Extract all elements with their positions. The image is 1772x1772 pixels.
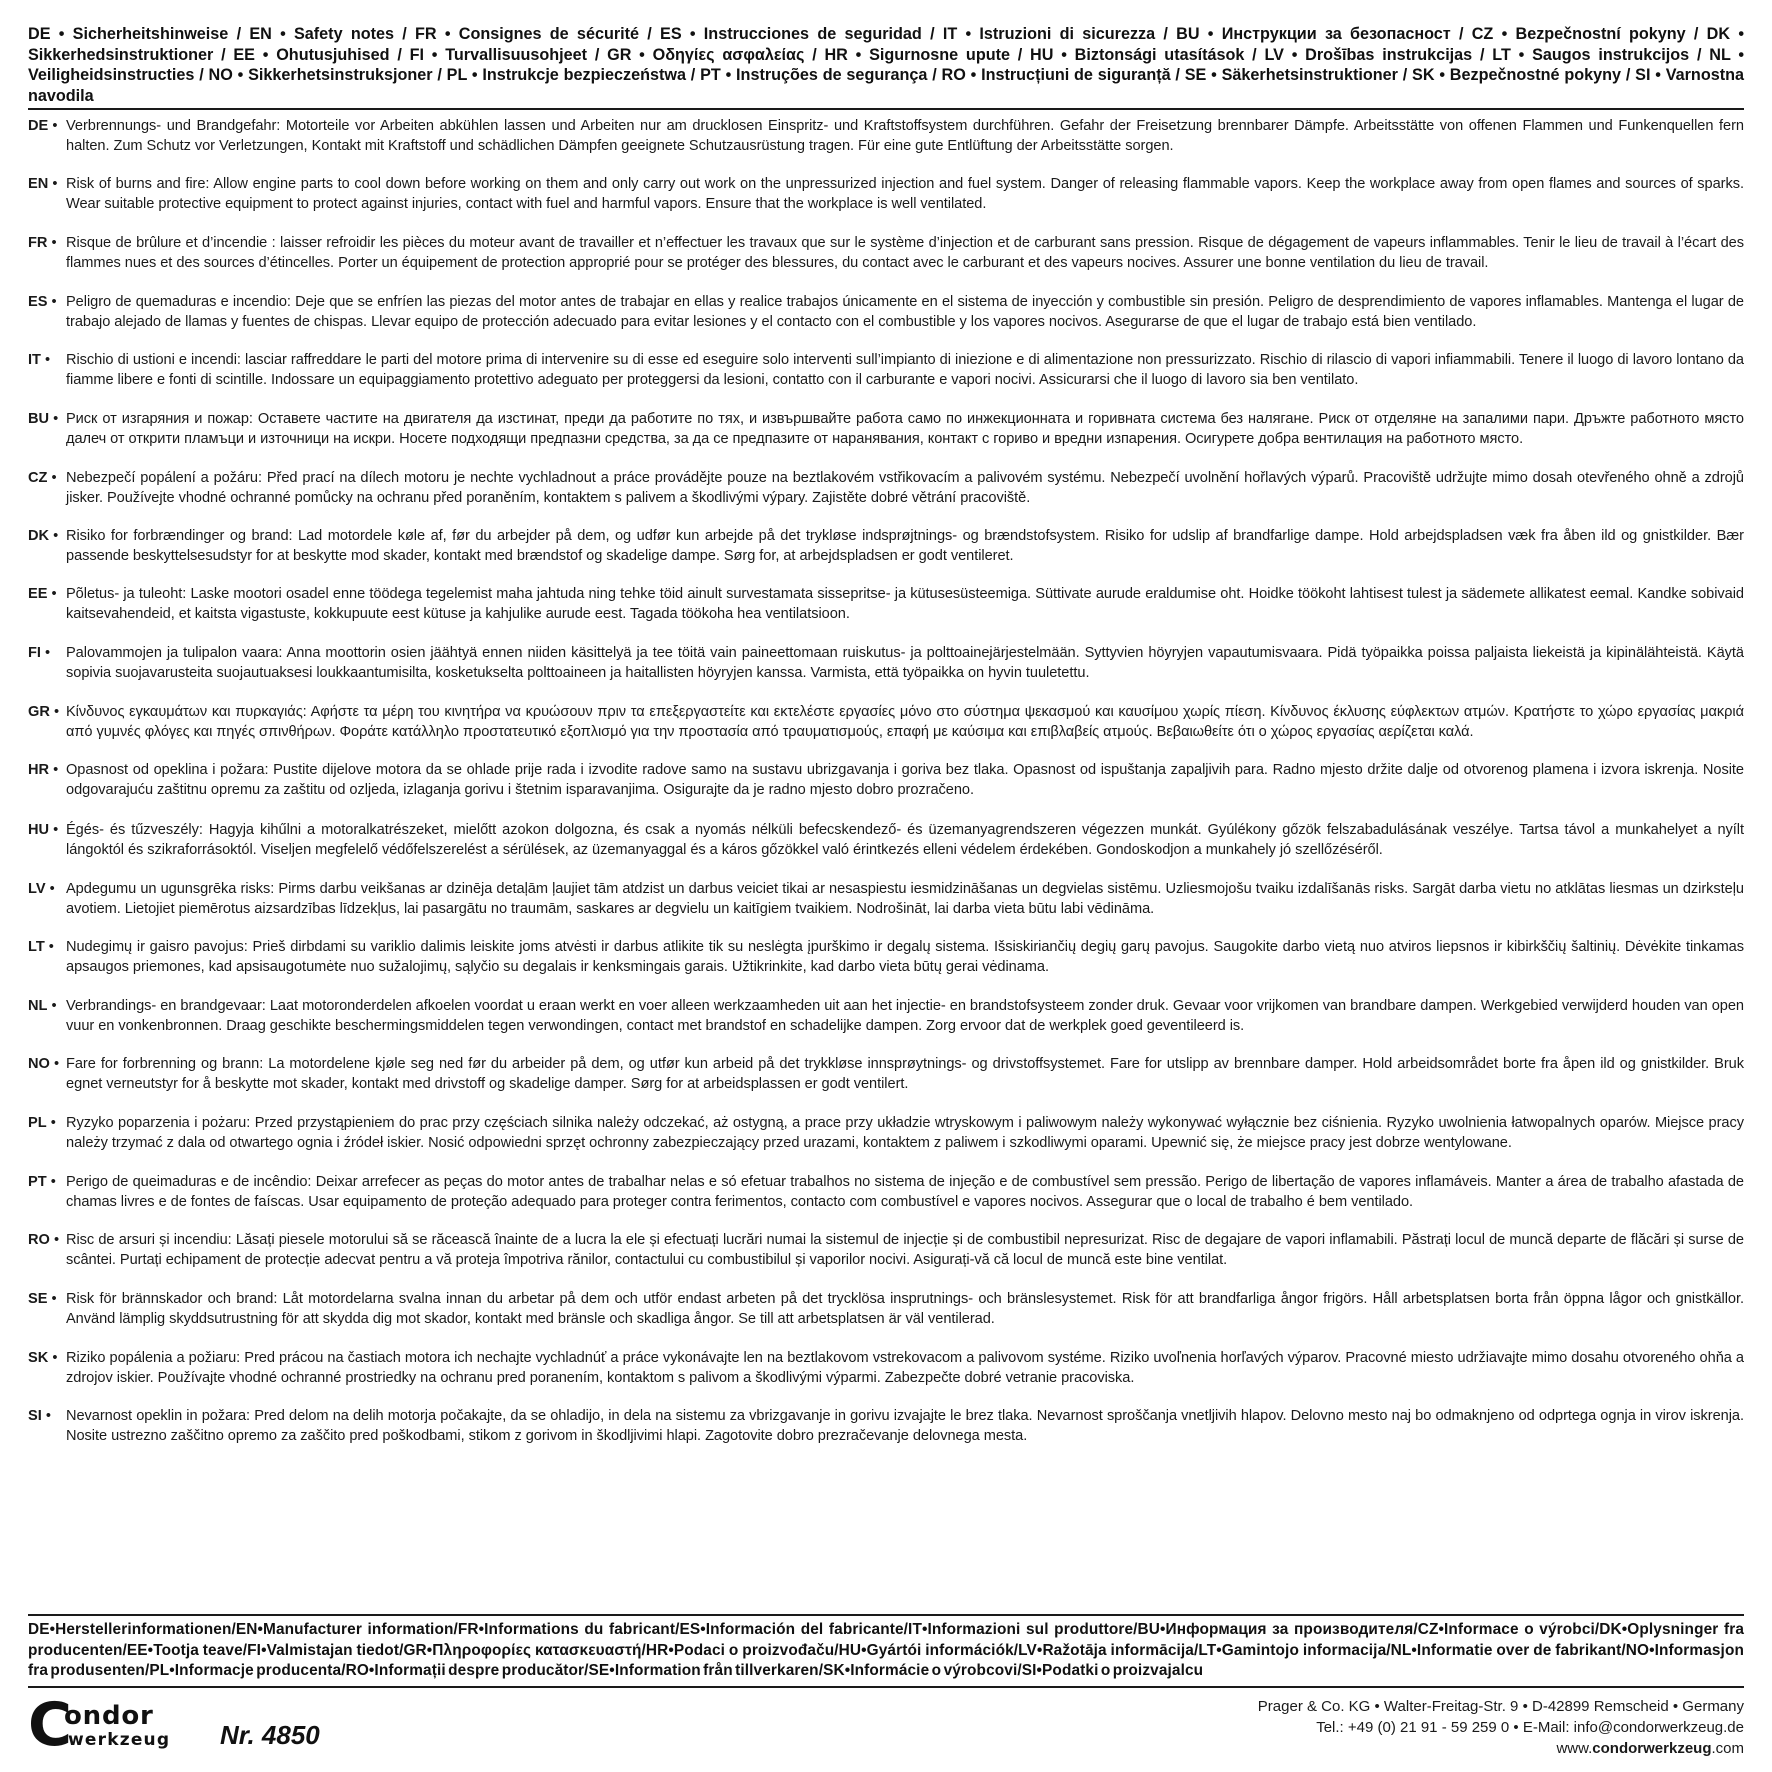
bullet: • [49,762,59,778]
safety-entry-text: Palovammojen ja tulipalon vaara: Anna moottorin osien jäähtyä ennen niiden käsittelyä ja tee töitä vain paineettomaan ruiskutus- ja polttoainejärjestelmään. Syttyvien höyryjen vapautumisvaara. Pidä työpaikka poissa paljaista liekeistä ja kipinälähteistä. Käytä sopivia suojavarusteita suojautuaksesi loukkaantumisilta, kosketukselta polttoaineen ja haitallisten höyryjen kanssa. Varmista, että työpaikka on hyvin tuuletettu. [66,645,1744,682]
bullet: • [47,998,57,1014]
article-number: Nr. 4850 [220,1719,320,1750]
bullet: • [48,176,58,192]
bullet: • [47,294,57,310]
language-code-label: DK [28,528,50,544]
safety-entry-text: Risiko for forbrændinger og brand: Lad motordele køle af, før du arbejder på dem, og udfør kun arbejde på det trykløse indsprøjtnings- og brændstofsystem. Risiko for udslip af brandfarlige dampe. Hold arbejdspladsen væk fra åben ild og gnistkilder. Bær passende beskyttelsesudstyr for at beskytte mod skader, kontakt med brændstof og skadelige dampe. Sørg for, at arbejdspladsen er godt ventileret. [66,528,1744,565]
safety-entry-en [28,174,1744,214]
safety-entry-dk [28,526,1744,566]
language-code-label: RO [28,1232,50,1248]
language-code [28,584,66,604]
safety-entry-text: Verbrennungs- und Brandgefahr: Motorteile vor Arbeiten abkühlen lassen und Arbeiten nur am drucklosen Einspritz- und Kraftstoffsystem durchführen. Gefahr der Freisetzung brennbarer Dämpfe. Arbeitsstätte von offenen Flammen und Funkenquellen fern halten. Zum Schutz vor Verletzungen, Kontakt mit Kraftstoff und schädlichen Dämpfen geeignete Schutzausrüstung tragen. Für eine gute Entlüftung der Arbeitsstätte sorgen. [66,118,1744,155]
language-code-label: ES [28,294,48,310]
language-code [28,1406,66,1426]
language-code [28,1113,66,1133]
safety-entry-cz [28,468,1744,508]
bullet: • [48,118,58,134]
safety-entry-text: Rischio di ustioni e incendi: lasciar raffreddare le parti del motore prima di intervenire su di esse ed eseguire solo interventi sull’impianto di iniezione e di alimentazione non pressurizzato. Rischio di rilascio di vapori infiammabili. Tenere il luogo di lavoro lontano da fiamme libere e fonti di scintille. Indossare un equipaggiamento protettivo adeguato per proteggersi da lesioni, contatto con il carburante e vapori nocivi. Assicurarsi che il luogo di lavoro sia ben ventilato. [66,352,1744,389]
language-code-label: BU [28,411,50,427]
safety-entry-text: Risque de brûlure et d’incendie : laisser refroidir les pièces du moteur avant de travailler et n’effectuer les travaux que sur le système d’injection et de carburant sans pression. Risque de dégagement de vapeurs inflammables. Tenir le lieu de travail à l’écart des flammes nues et des sources d’étincelles. Porter un équipement de protection approprié pour se protéger des blessures, du contact avec le carburant et des vapeurs nocives. Assurer une bonne ventilation du lieu de travail. [66,235,1744,272]
language-code-label: SI [28,1408,42,1424]
safety-entry-text: Ryzyko poparzenia i pożaru: Przed przystąpieniem do prac przy częściach silnika należy odczekać, aż ostygną, a prace przy układzie wtryskowym i paliwowym należy wykonywać wyłącznie bez ciśnienia. Ryzyko uwolnienia łatwopalnych oparów. Miejsce pracy należy trzymać z dala od otwartego ognia i źródeł iskier. Nosić odpowiedni sprzęt ochronny zabezpieczający przed urazami, kontaktem z paliwem i szkodliwymi oparami. Upewnić się, że miejsce pracy jest dobrze wentylowane. [66,1115,1744,1152]
safety-entry-text: Põletus- ja tuleoht: Laske mootori osadel enne töödega tegelemist maha jahtuda ning tehke töid ainult survestamata sissepritse- ja kütusesüsteemiga. Süttivate aurude eraldumise oht. Hoidke töökoht lahtisest tulest ja sädemete allikatest eemal. Kandke sobivaid kaitsevahendeid, et kaitsta vigastuste, kokkupuute eest kütuse ja kahjulike aurude eest. Tagada töökoha hea ventilatsioon. [66,586,1744,623]
language-code-label: EE [28,586,48,602]
language-code-label: PT [28,1174,47,1190]
safety-entry-text: Riziko popálenia a požiaru: Pred prácou na častiach motora ich nechajte vychladnúť a práce vykonávajte len na beztlakovom vstrekovacom a palivovom systéme. Riziko uvoľnenia horľavých výparov. Pracovné miesto udržiavajte mimo dosahu otvoreného ohňa a zdrojov iskier. Používajte vhodné ochranné prostriedky na ochranu pred poranením, kontaktom s palivom a škodlivými výparmi. Zabezpečte dobré vetranie pracoviska. [66,1350,1744,1387]
safety-entry-de [28,116,1744,156]
safety-entry-text: Perigo de queimaduras e de incêndio: Deixar arrefecer as peças do motor antes de trabalhar nelas e só efetuar trabalhos no sistema de injeção e de combustível sem pressão. Perigo de libertação de vapores inflamáveis. Manter a área de trabalho afastada de chamas livres e de fontes de faíscas. Usar equipamento de proteção adequado para proteger contra ferimentos, contacto com combustível e vapores nocivos. Assegurar que o local de trabalho é bem ventilado. [66,1174,1744,1211]
safety-entry-gr [28,702,1744,742]
bullet: • [45,881,55,897]
website-link[interactable] [1258,1738,1744,1759]
bullet: • [40,645,51,661]
language-code [28,233,66,253]
language-code-label: HU [28,822,50,838]
language-code-label: FR [28,235,48,251]
safety-entry-pl [28,1113,1744,1153]
manufacturer-divider-bottom [28,1686,1744,1688]
bullet: • [48,1350,58,1366]
safety-entry-fi [28,643,1744,683]
language-code [28,879,66,899]
safety-entry-text: Fare for forbrenning og brann: La motordelene kjøle seg ned før du arbeider på dem, og utfør kun arbeid på det trykkløse innsprøytnings- og drivstoffsystemet. Fare for utslipp av brennbare damper. Hold arbeidsområdet borte fra åpen ild og gnistkilder. Bruk egnet verneutstyr for å beskytte mot skader, kontakt med drivstoff og skadelige damper. Sørg for at arbeidsplassen er godt ventilert. [66,1056,1744,1093]
language-code [28,409,66,429]
language-code-label: NL [28,998,48,1014]
safety-entries-list [28,116,1744,1610]
bullet: • [49,528,59,544]
contact-line: Tel.: +49 (0) 21 91 - 59 259 0 • E-Mail: info@condorwerkzeug.de [1316,1718,1744,1736]
language-code-label: NO [28,1056,50,1072]
language-code [28,468,66,488]
safety-entry-text: Verbrandings- en brandgevaar: Laat motoronderdelen afkoelen voordat u eraan werkt en voer alleen werkzaamheden uit aan het injectie- en brandstofsysteem zonder druk. Gevaar voor vrijkomen van brandbare dampen. Werkgebied verwijderd houden van open vuur en vonkenbronnen. Draag geschikte beschermingsmiddelen tegen verwondingen, contact met brandstof en schadelijke dampen. Zorg ervoor dat de werkplek goed geventileerd is. [66,998,1744,1035]
language-code [28,526,66,546]
safety-entry-lt [28,937,1744,977]
safety-entry-text: Nudegimų ir gaisro pavojus: Prieš dirbdami su variklio dalimis leiskite joms atvėsti ir darbus atlikite tik su neslėgta įpurškimo ir degalų sistema. Išsiskiriančių degių garų pavojus. Saugokite darbo vietą nuo atviros liepsnos ir kibirkščių šaltinių. Dėvėkite tinkamas apsaugos priemones, kad apsisaugotumėte nuo sužalojimų, sąlyčio su degalais ir kenksmingais garais. Užtikrinkite, kad darbo vieta būtų gerai vėdinama. [66,939,1744,976]
safety-entry-text: Risc de arsuri și incendiu: Lăsați piesele motorului să se răcească înainte de a lucra la ele și efectuați lucrări numai la sistemul de injecție și de combustibil nepresurizat. Risc de degajare de vapori inflamabili. Păstrați locul de muncă departe de flăcări și surse de scântei. Purtați echipament de protecție adecvat pentru a vă proteja împotriva rănilor, contactului cu combustibilul și vaporilor nocivi. Asigurați-vă că locul de muncă este bine ventilat. [66,1232,1744,1269]
language-code [28,996,66,1016]
bullet: • [49,822,59,838]
safety-entry-text: Peligro de quemaduras e incendio: Deje que se enfríen las piezas del motor antes de trabajar en ellas y realice trabajos únicamente en el sistema de inyección y combustible sin presión. Peligro de desprendimiento de vapores inflamables. Mantenga el lugar de trabajo alejado de llamas y fuentes de chispas. Llevar equipo de protección adecuado para evitar lesiones y el contacto con el combustible y los vapores nocivos. Asegurarse de que el lugar de trabajo está bien ventilado. [66,294,1744,331]
safety-entry-hr [28,760,1744,800]
language-code-label: LT [28,939,45,955]
safety-entry-text: Nebezpečí popálení a požáru: Před prací na dílech motoru je nechte vychladnout a práce provádějte pouze na beztlakovém vstřikovacím a palivovém systému. Nebezpečí uvolnění hořlavých výparů. Pracoviště udržujte mimo dosah otevřeného ohně a zdrojů jisker. Používejte vhodné ochranné pomůcky na ochranu před poraněním, kontaktem s palivem a škodlivými výpary. Zajistěte dobré větrání pracoviště. [66,470,1744,507]
footer [28,1689,1744,1768]
safety-entry-lv [28,879,1744,919]
safety-entry-ro [28,1230,1744,1270]
safety-entry-pt [28,1172,1744,1212]
language-code [28,1289,66,1309]
website-prefix: www. [1556,1739,1593,1757]
language-code [28,174,66,194]
bullet: • [49,411,59,427]
language-code-label: PL [28,1115,47,1131]
bullet: • [47,235,57,251]
safety-entry-hu [28,820,1744,860]
condor-logo [28,1689,208,1760]
language-code-label: EN [28,176,49,192]
language-code-label: IT [28,352,41,368]
language-code [28,937,66,957]
safety-entry-ee [28,584,1744,624]
safety-entry-se [28,1289,1744,1329]
bullet: • [47,470,57,486]
language-code-label: LV [28,881,46,897]
language-code [28,1230,66,1250]
bullet: • [41,1408,51,1424]
safety-entry-si [28,1406,1744,1446]
language-code-label: DE [28,118,49,134]
safety-entry-text: Apdegumu un ugunsgrēka risks: Pirms darbu veikšanas ar dzinēja detaļām ļaujiet tām atdzist un darbus veiciet tikai ar nesaspiestu iesmidzināšanas un degvielas sistēmu. Uzliesmojošu tvaiku izdalīšanās risks. Sargāt darba vietu no atklātas liesmas un dzirksteļu avotiem. Lietojiet piemērotus aizsardzības līdzekļus, lai pasargātu no traumām, saskares ar degvielu un kaitīgiem tvaikiem. Nodrošināt, lai darba vieta būtu labi vēdināma. [66,881,1744,918]
bullet: • [47,586,57,602]
bullet: • [49,704,60,720]
language-code [28,350,66,370]
safety-entry-text: Risk för brännskador och brand: Låt motordelarna svalna innan du arbetar på dem och utför endast arbeten på det trycklösa insprutnings- och bränslesystemet. Risk för att brandfarliga ångor frigörs. Håll arbetsplatsen borta från öppna lågor och gnistkällor. Använd lämplig skyddsutrustning för att skydda dig mot skador, kontakt med bränsle och skadliga ångor. Se till att arbetsplatsen är väl ventilerad. [66,1291,1744,1328]
bullet: • [49,1232,60,1248]
bullet: • [46,1174,56,1190]
language-code [28,760,66,780]
language-code [28,1348,66,1368]
website-suffix: .com [1711,1739,1744,1757]
language-code [28,292,66,312]
safety-entry-text: Opasnost od opeklina i požara: Pustite dijelove motora da se ohlade prije rada i izvodite radove samo na sustavu ubrizgavanja i goriva bez tlaka. Opasnost od ispuštanja zapaljivih para. Radno mjesto držite dalje od otvorenog plamena i izvora iskrenja. Nosite odgovarajuću zaštitnu opremu za zaštitu od ozljeda, izlaganja gorivu i štetnim isparavanjima. Osigurajte da je radno mjesto dobro prozračeno. [66,762,1744,799]
bullet: • [40,352,51,368]
manufacturer-address [1258,1696,1744,1759]
safety-entry-sk [28,1348,1744,1388]
safety-entry-text: Risk of burns and fire: Allow engine parts to cool down before working on them and only carry out work on the unpressurized injection and fuel system. Danger of releasing flammable vapors. Keep the workplace away from open flames and sources of sparks. Wear suitable protective equipment to protect against injuries, contact with fuel and harmful vapors. Ensure that the workplace is well ventilated. [66,176,1744,213]
language-code-label: SE [28,1291,48,1307]
safety-entry-it [28,350,1744,390]
logo-subline: werkzeug [68,1729,171,1750]
language-code [28,116,66,136]
bullet: • [47,1291,57,1307]
safety-entry-fr [28,233,1744,273]
bullet: • [49,1056,60,1072]
language-code [28,1172,66,1192]
safety-entry-no [28,1054,1744,1094]
language-code-label: FI [28,645,41,661]
website-domain: condorwerkzeug [1592,1739,1712,1757]
safety-notes-header: DE • Sicherheitshinweise / EN • Safety notes / FR • Consignes de sécurité / ES • Instrucciones de seguridad / IT • Istruzioni di sicurezza / BU • Инструкции за безопасност / CZ • Bezpečnostní pokyny / DK • Sikkerhedsinstruktioner / EE • Ohutusjuhised / FI • Turvallisuusohjeet / GR • Οδηγίες ασφαλείας / HR • Sigurnosne upute / HU • Biztonsági utasítások / LV • Drošības instrukcijas / LT • Saugos instrukcijos / NL • Veiligheidsinstructies / NO • Sikkerhetsinstruksjoner / PL • Instrukcje bezpieczeństwa / PT • Instruções de segurança / RO • Instrucțiuni de siguranță / SE • Säkerhetsinstruktioner / SK • Bezpečnostné pokyny / SI • Varnostna navodila [28,25,1744,105]
bullet: • [44,939,54,955]
logo-wordmark: ondor [64,1700,154,1731]
safety-entry-es [28,292,1744,332]
safety-entry-bu [28,409,1744,449]
manufacturer-divider-top [28,1614,1744,1616]
header-divider [28,108,1744,110]
safety-sheet [28,24,1744,1760]
safety-entry-text: Риск от изгаряния и пожар: Оставете частите на двигателя да изстинат, преди да работите по тях, и извършвайте работа само по инжекционната и горивната система без налягане. Риск от отделяне на запалими пари. Дръжте работното място далеч от открити пламъци и източници на искри. Носете подходящи предпазни средства, за да се предпазите от наранявания, контакт с гориво и вредни изпарения. Осигурете добра вентилация на работното място. [66,411,1744,448]
language-code [28,820,66,840]
bullet: • [46,1115,56,1131]
safety-entry-text: Κίνδυνος εγκαυμάτων και πυρκαγιάς: Αφήστε τα μέρη του κινητήρα να κρυώσουν πριν τα επεξεργαστείτε και εκτελέστε εργασίες μόνο στο σύστημα ψεκασμού και καυσίμου χωρίς πίεση. Κίνδυνος έκλυσης εύφλεκτων ατμών. Κρατήστε το χώρο εργασίας μακριά από γυμνές φλόγες και πηγές σπινθήρων. Φοράτε κατάλληλο προστατευτικό εξοπλισμό για την προστασία από τραυματισμούς, επαφή με καύσιμα και επιβλαβείς ατμούς. Βεβαιωθείτε ότι ο χώρος εργασίας αερίζεται καλά. [66,704,1744,741]
manufacturer-info-header: DE•Herstellerinformationen/EN•Manufacturer information/FR•Informations du fabricant/ES•Información del fabricante/IT•Informazioni sul produttore/BU•Информация за производителя/CZ•Informace o výrobci/DK•Oplysninger fra producenten/EE•Tootja teave/FI•Valmistajan tiedot/GR•Πληροφορίες κατασκευαστή/HR•Podaci o proizvođaču/HU•Gyártói információk/LV•Ražotāja informācija/LT•Gamintojo informacija/NL•Informatie over de fabrikant/NO•Informasjon fra produsenten/PL•Informacje producenta/RO•Informații despre producător/SE•Information från tillverkaren/SK•Informácie o výrobcovi/SI•Podatki o proizvajalcu [28,1621,1744,1680]
language-code-label: HR [28,762,50,778]
safety-entry-text: Égés- és tűzveszély: Hagyja kihűlni a motoralkatrészeket, mielőtt azokon dolgozna, és csak a nyomás nélküli befecskendező- és üzemanyagrendszeren végezzen munkát. Gyúlékony gőzök felszabadulásának veszélye. Tartsa távol a munkahelyet a nyílt lángoktól és szikraforrásoktól. Viseljen megfelelő védőfelszerelést a sérülések, az üzemanyaggal és a káros gőzökkel való érintkezés elleni védelem érdekében. Gondoskodjon a munkahely jó szellőzéséről. [66,822,1744,859]
language-code [28,643,66,663]
safety-entry-text: Nevarnost opeklin in požara: Pred delom na delih motorja počakajte, da se ohladijo, in dela na sistemu za vbrizgavanje in gorivu izvajajte le brez tlaka. Nevarnost sproščanja vnetljivih hlapov. Delovno mesto naj bo odmaknjeno od odprtega ognja in virov iskrenja. Nosite ustrezno zaščitno opremo za zaščito pred poškodbami, stikom z gorivom in škodljivimi hlapi. Zagotovite dobro prezračevanje delovnega mesta. [66,1408,1744,1445]
language-code-label: SK [28,1350,49,1366]
logo-initial: C [28,1689,71,1760]
language-code [28,702,66,722]
language-code-label: GR [28,704,50,720]
language-code-label: CZ [28,470,48,486]
address-line: Prager & Co. KG • Walter-Freitag-Str. 9 • D-42899 Remscheid • Germany [1257,1697,1744,1715]
language-code [28,1054,66,1074]
safety-entry-nl [28,996,1744,1036]
